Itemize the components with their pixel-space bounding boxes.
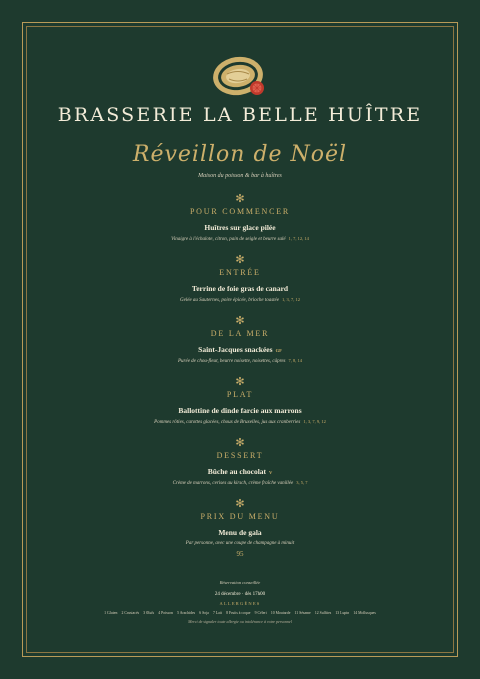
dish-tag: V [269, 470, 273, 475]
section-title: DE LA MER [210, 329, 270, 338]
snowflake-icon: ✻ [235, 253, 245, 266]
allergen-item: 7 Lait [213, 611, 222, 615]
reservation-note: Réservation conseillée [219, 580, 261, 585]
dish-name: Ballottine de dinde farcie aux marrons [178, 406, 302, 415]
menu-content [30, 52, 450, 624]
tagline: Maison du poisson & bar à huîtres [198, 173, 282, 179]
dish-name: Huîtres sur glace pilée [204, 223, 276, 232]
snowflake-icon: ✻ [235, 436, 245, 449]
section-title: PLAT [226, 390, 254, 399]
oyster-logo-icon [211, 52, 269, 100]
dish-description: Crème de marrons, cerises au kirsch, crème fraîche vanillée 3, 5, 7 [172, 480, 308, 486]
allergen-list [30, 611, 450, 615]
allergen-item: 3 Œufs [143, 611, 155, 615]
menu-section [30, 498, 450, 558]
allergen-item: 9 Céleri [254, 611, 267, 615]
dish-description: Vinaigre à l'échalote, citron, pain de seigle et beurre salé 1, 7, 12, 14 [171, 236, 309, 242]
allergen-title: ALLERGÈNES [219, 601, 261, 606]
allergen-item: 13 Lupin [335, 611, 350, 615]
menu-footer [30, 580, 450, 624]
allergen-item: 2 Crustacés [121, 611, 140, 615]
event-title: Réveillon de Noël [132, 142, 348, 167]
dish-description: Pommes rôties, carottes glacées, choux de Bruxelles, jus aux cranberries 1, 3, 7, 9, 12 [154, 419, 326, 425]
snowflake-icon: ✻ [235, 497, 245, 510]
snowflake-icon: ✻ [235, 192, 245, 205]
allergen-codes: 1, 3, 7, 12 [281, 297, 300, 302]
dish-name: Bûche au chocolat V [207, 467, 273, 476]
allergen-item: 5 Arachides [177, 611, 196, 615]
menu-price: 95 [236, 550, 244, 558]
section-title: PRIX DU MENU [200, 512, 280, 521]
allergen-item: 1 Gluten [104, 611, 118, 615]
section-title: ENTRÉE [219, 268, 261, 277]
allergen-item: 12 Sulfites [314, 611, 332, 615]
allergen-item: 14 Mollusques [353, 611, 376, 615]
allergen-item: 10 Moutarde [270, 611, 291, 615]
dish-description: Par personne, avec une coupe de champagne à minuit [185, 541, 295, 546]
dish-name: Menu de gala [218, 528, 262, 537]
allergen-codes: 7, 8, 14 [288, 358, 303, 363]
menu-section [30, 376, 450, 425]
section-title: POUR COMMENCER [189, 207, 291, 216]
allergen-item: 8 Fruits à coque [226, 611, 251, 615]
snowflake-icon: ✻ [235, 314, 245, 327]
allergen-item: 4 Poisson [158, 611, 173, 615]
dish-name: Saint-Jacques snackées GF [198, 345, 282, 354]
menu-section [30, 254, 450, 303]
menu-section [30, 315, 450, 364]
dish-tag: GF [275, 348, 282, 353]
allergy-notice: Merci de signaler toute allergie ou intolérance à votre personnel [188, 619, 292, 624]
dish-name: Terrine de foie gras de canard [191, 284, 289, 293]
snowflake-icon: ✻ [235, 375, 245, 388]
section-title: DESSERT [216, 451, 264, 460]
event-date: 24 décembre · dès 17h00 [214, 592, 266, 597]
allergen-item: 11 Sésame [294, 611, 311, 615]
dish-description: Gelée au Sauternes, poire épicée, brioche toastée 1, 3, 7, 12 [180, 297, 300, 303]
allergen-codes: 1, 3, 7, 9, 12 [303, 419, 326, 424]
restaurant-name: BRASSERIE LA BELLE HUÎTRE [57, 104, 423, 126]
allergen-item: 6 Soja [199, 611, 209, 615]
allergen-codes: 3, 5, 7 [296, 480, 308, 485]
allergen-codes: 1, 7, 12, 14 [288, 236, 309, 241]
menu-section [30, 193, 450, 242]
menu-section [30, 437, 450, 486]
dish-description: Purée de chou-fleur, beurre noisette, noisettes, câpres 7, 8, 14 [177, 358, 303, 364]
